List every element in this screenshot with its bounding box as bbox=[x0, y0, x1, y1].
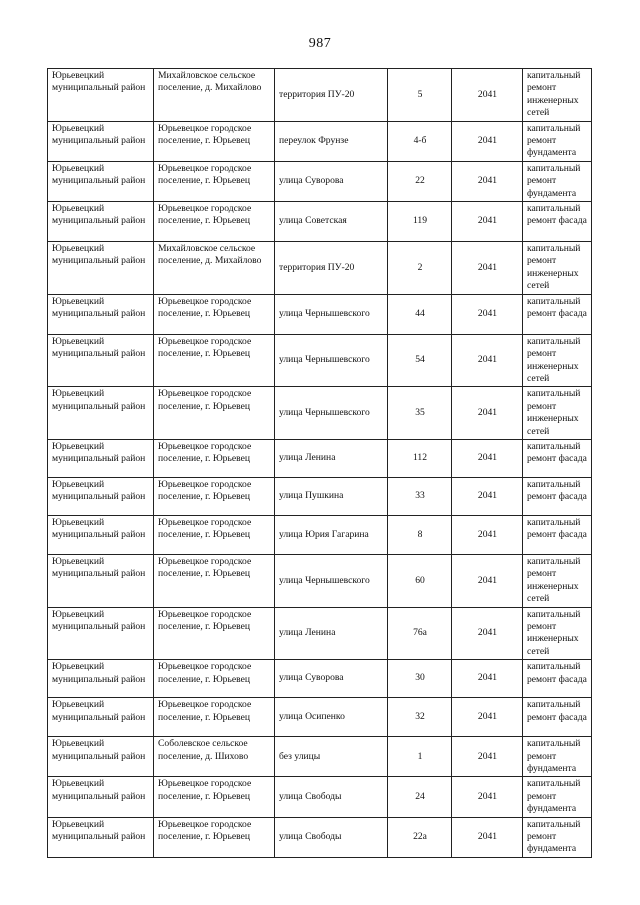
cell-street: улица Чернышевского bbox=[275, 294, 388, 334]
cell-work-type: капитальный ремонт фундамента bbox=[523, 121, 592, 161]
table-row bbox=[48, 334, 592, 387]
cell-year: 2041 bbox=[452, 161, 523, 201]
table-row bbox=[48, 698, 592, 737]
cell-year: 2041 bbox=[452, 477, 523, 515]
table-row bbox=[48, 387, 592, 440]
cell-district: Юрьевецкий муниципальный район bbox=[48, 242, 154, 295]
cell-street: улица Чернышевского bbox=[275, 554, 388, 607]
cell-street: улица Юрия Гагарина bbox=[275, 515, 388, 554]
cell-year: 2041 bbox=[452, 817, 523, 857]
cell-street: улица Пушкина bbox=[275, 477, 388, 515]
cell-year: 2041 bbox=[452, 698, 523, 737]
cell-settlement: Юрьевецкое городское поселение, г. Юрьевец bbox=[154, 515, 275, 554]
cell-house-number: 24 bbox=[388, 777, 452, 817]
cell-house-number: 4-б bbox=[388, 121, 452, 161]
cell-district: Юрьевецкий муниципальный район bbox=[48, 334, 154, 387]
cell-year: 2041 bbox=[452, 515, 523, 554]
cell-work-type: капитальный ремонт фасада bbox=[523, 477, 592, 515]
cell-house-number: 1 bbox=[388, 737, 452, 777]
cell-work-type: капитальный ремонт инженерных сетей bbox=[523, 69, 592, 122]
cell-settlement: Юрьевецкое городское поселение, г. Юрьевец bbox=[154, 777, 275, 817]
table-row bbox=[48, 660, 592, 698]
cell-settlement: Юрьевецкое городское поселение, г. Юрьевец bbox=[154, 334, 275, 387]
cell-district: Юрьевецкий муниципальный район bbox=[48, 121, 154, 161]
cell-year: 2041 bbox=[452, 387, 523, 440]
table-row bbox=[48, 554, 592, 607]
table-row bbox=[48, 737, 592, 777]
cell-district: Юрьевецкий муниципальный район bbox=[48, 387, 154, 440]
housing-repair-table bbox=[47, 68, 592, 858]
table-row bbox=[48, 242, 592, 295]
cell-settlement: Юрьевецкое городское поселение, г. Юрьевец bbox=[154, 660, 275, 698]
cell-district: Юрьевецкий муниципальный район bbox=[48, 515, 154, 554]
cell-district: Юрьевецкий муниципальный район bbox=[48, 439, 154, 477]
cell-work-type: капитальный ремонт фундамента bbox=[523, 817, 592, 857]
cell-year: 2041 bbox=[452, 439, 523, 477]
cell-district: Юрьевецкий муниципальный район bbox=[48, 294, 154, 334]
cell-district: Юрьевецкий муниципальный район bbox=[48, 737, 154, 777]
cell-street: улица Чернышевского bbox=[275, 334, 388, 387]
cell-work-type: капитальный ремонт фасада bbox=[523, 439, 592, 477]
cell-work-type: капитальный ремонт фасада bbox=[523, 515, 592, 554]
cell-work-type: капитальный ремонт инженерных сетей bbox=[523, 554, 592, 607]
cell-work-type: капитальный ремонт фасада bbox=[523, 698, 592, 737]
cell-work-type: капитальный ремонт фундамента bbox=[523, 737, 592, 777]
cell-street: территория ПУ-20 bbox=[275, 69, 388, 122]
cell-settlement: Юрьевецкое городское поселение, г. Юрьевец bbox=[154, 121, 275, 161]
cell-settlement: Юрьевецкое городское поселение, г. Юрьевец bbox=[154, 161, 275, 201]
cell-district: Юрьевецкий муниципальный район bbox=[48, 777, 154, 817]
cell-street: переулок Фрунзе bbox=[275, 121, 388, 161]
cell-house-number: 35 bbox=[388, 387, 452, 440]
table-row bbox=[48, 202, 592, 242]
table-row bbox=[48, 69, 592, 122]
cell-settlement: Юрьевецкое городское поселение, г. Юрьевец bbox=[154, 607, 275, 660]
page-number: 987 bbox=[308, 36, 332, 51]
cell-settlement: Михайловское сельское поселение, д. Михайлово bbox=[154, 242, 275, 295]
cell-house-number: 32 bbox=[388, 698, 452, 737]
cell-settlement: Михайловское сельское поселение, д. Михайлово bbox=[154, 69, 275, 122]
cell-district: Юрьевецкий муниципальный район bbox=[48, 477, 154, 515]
cell-year: 2041 bbox=[452, 737, 523, 777]
cell-year: 2041 bbox=[452, 607, 523, 660]
cell-year: 2041 bbox=[452, 242, 523, 295]
cell-house-number: 5 bbox=[388, 69, 452, 122]
cell-settlement: Юрьевецкое городское поселение, г. Юрьевец bbox=[154, 477, 275, 515]
table-row bbox=[48, 607, 592, 660]
cell-year: 2041 bbox=[452, 660, 523, 698]
cell-street: улица Суворова bbox=[275, 161, 388, 201]
cell-house-number: 60 bbox=[388, 554, 452, 607]
cell-work-type: капитальный ремонт инженерных сетей bbox=[523, 387, 592, 440]
table-row bbox=[48, 817, 592, 857]
cell-street: без улицы bbox=[275, 737, 388, 777]
cell-year: 2041 bbox=[452, 121, 523, 161]
cell-house-number: 22 bbox=[388, 161, 452, 201]
cell-work-type: капитальный ремонт фундамента bbox=[523, 777, 592, 817]
cell-work-type: капитальный ремонт фасада bbox=[523, 202, 592, 242]
cell-settlement: Юрьевецкое городское поселение, г. Юрьевец bbox=[154, 202, 275, 242]
cell-settlement: Юрьевецкое городское поселение, г. Юрьевец bbox=[154, 294, 275, 334]
cell-district: Юрьевецкий муниципальный район bbox=[48, 554, 154, 607]
cell-district: Юрьевецкий муниципальный район bbox=[48, 817, 154, 857]
cell-year: 2041 bbox=[452, 202, 523, 242]
cell-street: улица Свободы bbox=[275, 817, 388, 857]
cell-house-number: 119 bbox=[388, 202, 452, 242]
cell-street: территория ПУ-20 bbox=[275, 242, 388, 295]
cell-settlement: Юрьевецкое городское поселение, г. Юрьевец bbox=[154, 698, 275, 737]
cell-work-type: капитальный ремонт фундамента bbox=[523, 161, 592, 201]
cell-work-type: капитальный ремонт инженерных сетей bbox=[523, 334, 592, 387]
cell-street: улица Осипенко bbox=[275, 698, 388, 737]
cell-house-number: 44 bbox=[388, 294, 452, 334]
cell-house-number: 22а bbox=[388, 817, 452, 857]
cell-street: улица Советская bbox=[275, 202, 388, 242]
cell-district: Юрьевецкий муниципальный район bbox=[48, 698, 154, 737]
cell-settlement: Юрьевецкое городское поселение, г. Юрьевец bbox=[154, 439, 275, 477]
cell-street: улица Ленина bbox=[275, 439, 388, 477]
table-row bbox=[48, 294, 592, 334]
cell-district: Юрьевецкий муниципальный район bbox=[48, 69, 154, 122]
cell-settlement: Юрьевецкое городское поселение, г. Юрьевец bbox=[154, 554, 275, 607]
table-body bbox=[48, 69, 592, 858]
cell-house-number: 30 bbox=[388, 660, 452, 698]
table-row bbox=[48, 477, 592, 515]
cell-district: Юрьевецкий муниципальный район bbox=[48, 161, 154, 201]
cell-house-number: 54 bbox=[388, 334, 452, 387]
cell-work-type: капитальный ремонт фасада bbox=[523, 294, 592, 334]
cell-district: Юрьевецкий муниципальный район bbox=[48, 202, 154, 242]
cell-year: 2041 bbox=[452, 334, 523, 387]
table-row bbox=[48, 121, 592, 161]
table-row bbox=[48, 777, 592, 817]
cell-settlement: Юрьевецкое городское поселение, г. Юрьевец bbox=[154, 387, 275, 440]
cell-year: 2041 bbox=[452, 294, 523, 334]
cell-district: Юрьевецкий муниципальный район bbox=[48, 607, 154, 660]
cell-year: 2041 bbox=[452, 554, 523, 607]
cell-settlement: Соболевское сельское поселение, д. Шихово bbox=[154, 737, 275, 777]
cell-house-number: 33 bbox=[388, 477, 452, 515]
cell-work-type: капитальный ремонт инженерных сетей bbox=[523, 607, 592, 660]
table-row bbox=[48, 161, 592, 201]
cell-street: улица Свободы bbox=[275, 777, 388, 817]
cell-settlement: Юрьевецкое городское поселение, г. Юрьевец bbox=[154, 817, 275, 857]
table-row bbox=[48, 439, 592, 477]
cell-street: улица Суворова bbox=[275, 660, 388, 698]
cell-house-number: 2 bbox=[388, 242, 452, 295]
cell-work-type: капитальный ремонт фасада bbox=[523, 660, 592, 698]
cell-house-number: 112 bbox=[388, 439, 452, 477]
cell-house-number: 76а bbox=[388, 607, 452, 660]
cell-street: улица Ленина bbox=[275, 607, 388, 660]
cell-year: 2041 bbox=[452, 777, 523, 817]
cell-house-number: 8 bbox=[388, 515, 452, 554]
cell-street: улица Чернышевского bbox=[275, 387, 388, 440]
cell-year: 2041 bbox=[452, 69, 523, 122]
table-row bbox=[48, 515, 592, 554]
cell-district: Юрьевецкий муниципальный район bbox=[48, 660, 154, 698]
cell-work-type: капитальный ремонт инженерных сетей bbox=[523, 242, 592, 295]
